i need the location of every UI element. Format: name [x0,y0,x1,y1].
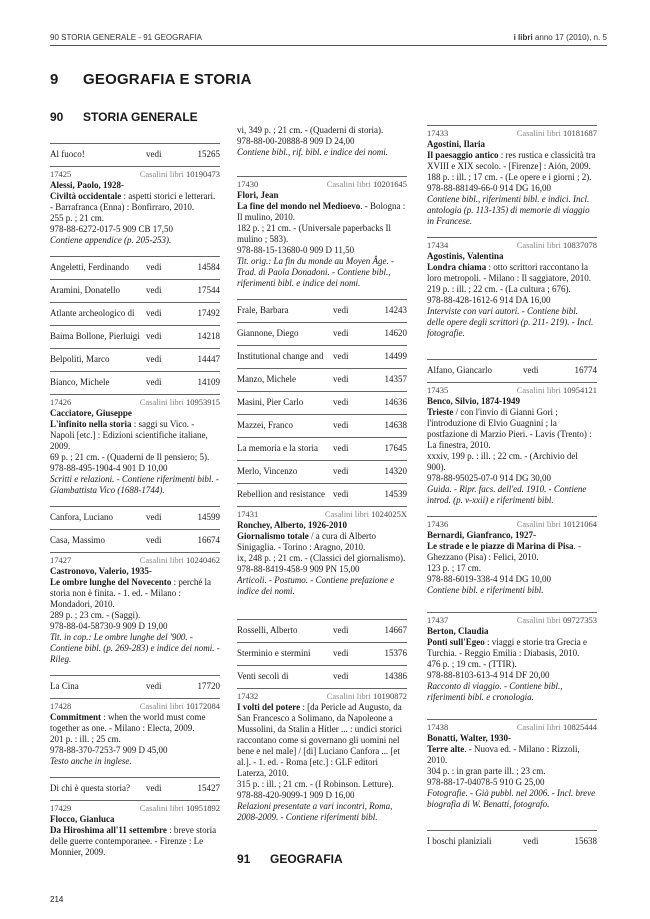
entry-author: Benco, Silvio, 1874-1949 [427,396,521,406]
xref-name: Manzo, Michele [237,374,296,384]
entry-ref [50,169,220,180]
entry-description [427,541,597,563]
xref-code: 14499 [384,351,407,361]
entry-author: Castronovo, Valerio, 1935- [50,566,152,576]
entry-17438 [427,719,597,830]
entry-publication: : perché la storia non è finita. - 1. ed. - Milano : Mondadori, 2010. [50,577,212,609]
entry-publication: : otto scrittori raccontano la loro metropoli. - Milano : Il saggiatore, 2010. [427,262,591,283]
entry-isbn: 978-88-15-13680-0 909 D 11,50 [237,245,355,255]
xref-vedi: vedi [333,489,349,499]
entry-ref [50,397,220,408]
entry-note: Interviste con vari autori. - Contiene bibl. delle opere degli scrittori (p. 211- 219). - Incl. fotografie. [427,306,594,338]
xref-row [237,391,407,414]
entry-physical: 289 p. ; 23 cm. - (Saggi). [50,610,141,620]
entry-17434 [427,237,597,359]
entry-note: Contiene appendice (p. 205-253). [50,235,172,245]
entry-id: 10172084 [186,701,220,711]
entry-publication: : breve storia delle guerre contemporanee. - Firenze : Le Monnier, 2009. [50,825,217,857]
entry-description [427,744,597,766]
xref-vedi: vedi [146,262,162,272]
xref-name: Di chi è questa storia? [50,783,130,793]
entry-catalog [517,722,597,733]
entry-source: Casalini libri [139,701,184,711]
xref-code: 14599 [197,512,220,522]
xref-code: 15265 [197,149,220,159]
entry-title: L'infinito nella storia [50,419,132,429]
xref-vedi: vedi [333,648,349,658]
entry-physical: xxxiv, 199 p. : ill. ; 22 cm. - (Archivio del 900). [427,451,578,472]
xref-row [50,777,220,800]
entry-isbn: 978-88-8103-613-4 914 DF 20,00 [427,670,550,680]
xref-row [237,345,407,368]
entry-isbn: 978-88-88149-66-0 914 DG 16,00 [427,183,551,193]
entry-author: Agostini, Ilaria [427,139,486,149]
entry-ref [237,179,407,190]
xref-name: Frale, Barbara [237,305,289,315]
entry-physical: 69 p. ; 21 cm. - (Quaderni de Il pensiero; 5). [50,452,210,462]
entry-publication: . - Nuova ed. - Milano : Rizzoli, 2010. [427,744,580,765]
entry-source: Casalini libri [516,385,561,395]
entry-physical: 304 p. : in gran parte ill. ; 23 cm. [427,766,546,776]
xref-vedi: vedi [146,535,162,545]
entry-source: Casalini libri [516,722,561,732]
xref-vedi: vedi [523,365,539,375]
entry-number: 17425 [50,169,72,179]
entry-number: 17430 [237,179,259,189]
section-91-number: 91 [237,852,251,866]
entry-description [427,262,597,284]
xref-vedi: vedi [333,466,349,476]
entry-catalog [517,385,597,396]
entry-17437 [427,612,597,719]
entry-number: 17438 [427,722,449,732]
xref-code: 17645 [384,443,407,453]
xref-name: Al fuoco! [50,149,85,159]
entry-ref [237,509,407,520]
entry-author: Agostinis, Valentina [427,251,504,261]
xref-vedi: vedi [146,331,162,341]
entry-isbn: 978-88-370-7253-7 909 D 45,00 [50,745,168,755]
entry-ref [427,615,597,626]
entry-source: Casalini libri [516,128,561,138]
xref-row [237,460,407,483]
section-91-title [237,852,343,866]
xref-row [50,302,220,325]
xref-code: 14447 [197,354,220,364]
entry-author: Ronchey, Alberto, 1926-2010 [237,520,347,530]
xref-code: 14243 [384,305,407,315]
entry-note: Articoli. - Postumo. - Contiene prefazione e indice dei nomi. [237,575,395,596]
entry-id: 10190473 [186,169,220,179]
xref-name: Institutional change and [237,351,324,361]
entry-description [427,150,597,172]
entry-title: La fine del mondo nel Medioevo [237,201,361,211]
entry-catalog [325,509,407,520]
entry-number: 17427 [50,555,72,565]
entry-physical: 476 p. ; 19 cm. - (TTIR). [427,659,517,669]
entry-catalog [140,803,220,814]
xref-vedi: vedi [333,351,349,361]
entry-title: Terre alte [427,744,465,754]
entry-number: 17434 [427,240,449,250]
entry-number: 17426 [50,397,72,407]
xref-name: La Cina [50,681,79,691]
entry-publication: . - Ghezzano (Pisa) : Felici, 2010. [427,541,581,562]
entry-number: 17436 [427,519,449,529]
entry-ref [427,519,597,530]
xref-code: 14636 [384,397,407,407]
xref-name: Alfano, Giancarlo [427,365,492,375]
entry-description [427,637,597,659]
entry-isbn: 978-88-6272-017-5 909 CB 17,50 [50,224,173,234]
xref-vedi: vedi [333,397,349,407]
journal-name: i libri [513,33,533,42]
xref-code: 14638 [384,420,407,430]
entry-17426 [50,394,220,506]
column-2 [237,125,407,833]
entry-source: Casalini libri [516,519,561,529]
xref-name: Baima Bollone, Pierluigi [50,331,140,341]
entry-physical: vi, 349 p. ; 21 cm. - (Quaderni di storia). [237,125,384,135]
entry-isbn: 978-88-04-58730-9 909 D 19,00 [50,621,168,631]
entry-publication: : saggi su Vico. - Napoli [etc.] : Edizioni scientifiche italiane, 2009. [50,419,208,451]
xref-name: Atlante archeologico di [50,308,135,318]
entry-note: Relazioni presentate a vari incontri, Roma, 2008-2009. - Contiene riferimenti bibl. [237,801,393,822]
entry-publication: / a cura di Alberto Sinigaglia. - Torino : Aragno, 2010. [237,531,376,552]
entry-author: Flori, Jean [237,190,279,200]
entry-physical: 219 p. : ill. ; 22 cm. - (La cultura ; 676). [427,284,571,294]
entry-description [427,407,597,451]
entry-description [50,419,220,452]
xref-code: 14539 [384,489,407,499]
entry-number: 17435 [427,385,449,395]
xref-vedi: vedi [146,783,162,793]
entry-17429 [50,800,220,858]
entry-catalog [140,169,220,180]
entry-description [237,702,407,779]
xref-row [237,483,407,506]
entry-publication: : viaggi e storie tra Grecia e Turchia. - Reggio Emilia : Diabasis, 2010. [427,637,587,658]
entry-physical: 188 p. : ill. ; 17 cm. - (Le opere e i giorni ; 2). [427,172,592,182]
xref-vedi: vedi [333,374,349,384]
entry-title: Le ombre lunghe del Novecento [50,577,172,587]
xref-name: Masini, Pier Carlo [237,397,304,407]
xref-row [427,830,597,853]
entry-17427 [50,552,220,675]
entry-physical: ix, 248 p. ; 21 cm. - (Classici del giornalismo). [237,553,406,563]
entry-publication: : when the world must come together as one. - Milano : Electa, 2009. [50,712,206,733]
xref-vedi: vedi [146,377,162,387]
entry-id: 10825444 [563,722,597,732]
entry-note: Guida. - Ripr. facs. dell'ed. 1910. - Contiene introd. (p. v-xxii) e riferimenti bibl. [427,484,587,505]
entry-continuation [237,125,407,176]
column-1 [50,143,220,858]
entry-isbn: 978-88-95025-07-0 914 DG 30,00 [427,473,551,483]
entry-title: Commitment [50,712,101,722]
entry-note: Tit. orig.: La fin du monde au Moyen Âge. - Trad. di Paola Donadoni. - Contiene bibl., riferimenti bibl. e indice dei nomi. [237,256,394,288]
entry-source: Casalini libri [139,803,184,813]
header-rule [50,45,607,46]
entry-title: Giornalismo totale [237,531,309,541]
xref-row [237,368,407,391]
entry-title: Londra chiama [427,262,487,272]
entry-id: 10121064 [563,519,597,529]
xref-vedi: vedi [146,354,162,364]
entry-author: Berton, Claudia [427,626,489,636]
entry-note: Testo anche in inglese. [50,756,132,766]
journal-issue: anno 17 (2010), n. 5 [532,33,607,42]
entry-author: Cacciatore, Giuseppe [50,408,132,418]
xref-name: Casa, Massimo [50,535,105,545]
xref-code: 17720 [197,681,220,691]
entry-catalog [517,615,597,626]
xref-vedi: vedi [333,328,349,338]
entry-17433 [427,125,597,237]
entry-catalog [517,128,597,139]
entry-description [50,712,220,734]
xref-row [50,348,220,371]
entry-physical: 123 p. ; 17 cm. [427,563,481,573]
entry-title: Le strade e le piazze di Marina di Pisa [427,541,574,551]
xref-name: Giannone, Diego [237,328,299,338]
entry-ref [427,240,597,251]
xref-vedi: vedi [333,443,349,453]
entry-number: 17431 [237,509,259,519]
xref-row [237,414,407,437]
xref-row [50,371,220,394]
xref-name: Canfora, Luciano [50,512,113,522]
xref-row [237,299,407,322]
xref-name: Rosselli, Alberto [237,625,298,635]
entry-publication: / con l'invio di Gianni Gori ; l'introduzione di Elvio Guagnini ; la postfazione di Marzio Pieri. - Lavis (Trento) : La finestra, 2010. [427,407,592,450]
entry-title: I volti del potere [237,702,301,712]
entry-description [50,191,220,213]
entry-note: Scritti e relazioni. - Contiene riferimenti bibl. - Giambattista Vico (1688-1744). [50,474,219,495]
entry-author: Flocco, Gianluca [50,814,115,824]
xref-vedi: vedi [146,308,162,318]
entry-catalog [327,691,407,702]
entry-17428 [50,698,220,777]
chapter-title [50,71,252,88]
entry-author: Bernardi, Gianfranco, 1927- [427,530,536,540]
entry-isbn: 978-88-420-9099-1 909 D 16,00 [237,790,355,800]
entry-id: 10240462 [186,555,220,565]
xref-row [237,322,407,345]
entry-description [237,531,407,553]
entry-title: Trieste [427,407,454,417]
xref-code: 14584 [197,262,220,272]
entry-source: Casalini libri [139,397,184,407]
xref-code: 17492 [197,308,220,318]
xref-name: Aramini, Donatello [50,285,120,295]
xref-vedi: vedi [333,420,349,430]
entry-note: Contiene bibl., riferimenti bibl. e indici. Incl. antologia (p. 113-135) di memorie di viaggio in Francese. [427,194,590,226]
xref-row [50,256,220,279]
entry-physical: 255 p. ; 21 cm. [50,213,104,223]
entry-catalog [140,555,220,566]
xref-name: Venti secoli di [237,671,289,681]
entry-id: 10954121 [563,385,597,395]
entry-note: Racconto di viaggio. - Contiene bibl., riferimenti bibl. e cronologia. [427,681,563,702]
entry-catalog [517,519,597,530]
xref-vedi: vedi [333,671,349,681]
xref-vedi: vedi [523,836,539,846]
chapter-name: GEOGRAFIA E STORIA [83,71,252,88]
xref-vedi: vedi [146,681,162,691]
xref-row [50,325,220,348]
entry-ref [50,701,220,712]
xref-name: Rebellion and resistance [237,489,325,499]
xref-vedi: vedi [333,305,349,315]
entry-description [50,825,220,858]
xref-name: Belpoliti, Marco [50,354,110,364]
entry-source: Casalini libri [139,555,184,565]
xref-vedi: vedi [333,625,349,635]
entry-id: 10837078 [563,240,597,250]
entry-physical: 201 p. : ill. ; 25 cm. [50,734,121,744]
entry-number: 17432 [237,691,259,701]
entry-title: Da Hiroshima all'11 settembre [50,825,167,835]
xref-row [427,359,597,382]
entry-id: 10181687 [563,128,597,138]
entry-isbn: 978-88-6019-338-4 914 DG 10,00 [427,574,551,584]
entry-id: 10201645 [373,179,407,189]
xref-name: Mazzei, Franco [237,420,293,430]
xref-code: 16774 [574,365,597,375]
entry-isbn: 978-88-00-20888-8 909 D 24,00 [237,136,355,146]
entry-number: 17428 [50,701,72,711]
entry-isbn: 978-88-17-04078-5 910 G 25,00 [427,777,545,787]
entry-source: Casalini libri [326,179,371,189]
entry-isbn: 978-88-495-1904-4 901 D 10,00 [50,463,168,473]
entry-author: Bonatti, Walter, 1930- [427,733,512,743]
entry-note: Contiene bibl., rif. bibl. e indice dei nomi. [237,147,388,157]
entry-catalog [140,397,220,408]
xref-code: 14620 [384,328,407,338]
entry-ref [427,128,597,139]
entry-source: Casalini libri [324,509,369,519]
entry-isbn: 978-88-8419-458-9 909 PN 15,00 [237,564,360,574]
entry-17425 [50,166,220,256]
entry-number: 17433 [427,128,449,138]
column-3 [427,125,597,853]
entry-number: 17429 [50,803,72,813]
entry-number: 17437 [427,615,449,625]
entry-physical: 315 p. : ill. ; 21 cm. - (I Robinson. Letture). [237,779,394,789]
entry-source: Casalini libri [516,240,561,250]
entry-id: 09727353 [563,615,597,625]
entry-catalog [140,701,220,712]
entry-description [50,577,220,610]
entry-description [237,201,407,223]
xref-vedi: vedi [146,149,162,159]
entry-source: Casalini libri [139,169,184,179]
xref-row [237,437,407,460]
entry-id: 10190872 [373,691,407,701]
running-header-right [514,33,607,42]
xref-code: 15376 [384,648,407,658]
entry-17431 [237,506,407,619]
xref-code: 14109 [197,377,220,387]
entry-ref [427,722,597,733]
section-90-name: STORIA GENERALE [83,110,198,124]
xref-row [50,675,220,698]
entry-publication: : [da Pericle ad Augusto, da San Francesco a Solimano, da Napoleone a Mussolini, da Stalin a Hitler ... : undici storici raccontano come si governano gli uomini nel bene e nel male] / [di] Luciano Canfora ... [et al.]. - 1. ed. - Roma [etc.] : GLF editori Laterza, 2010. [237,702,402,778]
xref-name: Sterminio e stermini [237,648,311,658]
entry-title: Civiltà occidentale [50,191,122,201]
entry-author: Alessi, Paolo, 1928- [50,180,124,190]
entry-17436 [427,516,597,612]
xref-row [237,619,407,642]
entry-17430 [237,176,407,299]
section-90-title [50,110,198,124]
xref-code: 14320 [384,466,407,476]
running-header-left: 90 STORIA GENERALE - 91 GEOGRAFIA [50,33,202,42]
xref-row [50,529,220,552]
entry-id: 1024025X [371,509,407,519]
entry-ref [237,691,407,702]
entry-17432 [237,688,407,833]
entry-title: Ponti sull'Egeo [427,637,485,647]
entry-note: Fotografie. - Già pubbl. nel 2006. - Incl. breve biografia di W. Benatti, fotografo. [427,788,596,809]
entry-source: Casalini libri [516,615,561,625]
xref-name: Angeletti, Ferdinando [50,262,129,272]
entry-id: 10953915 [186,397,220,407]
chapter-number: 9 [50,71,59,88]
xref-row [237,642,407,665]
xref-code: 15427 [197,783,220,793]
entry-catalog [327,179,407,190]
xref-row [50,279,220,302]
xref-name: I boschi planiziali [427,836,492,846]
entry-isbn: 978-88-428-1612-6 914 DA 16,00 [427,295,551,305]
xref-name: Merlo, Vincenzo [237,466,298,476]
entry-note: Contiene bibl. e riferimenti bibl. [427,585,544,595]
section-91-name: GEOGRAFIA [270,852,343,866]
entry-ref [427,385,597,396]
xref-code: 14386 [384,671,407,681]
xref-code: 14357 [384,374,407,384]
entry-physical: 182 p. ; 21 cm. - (Universale paperbacks Il mulino ; 583). [237,223,391,244]
xref-vedi: vedi [146,512,162,522]
entry-publication: . - Bologna : Il mulino, 2010. [237,201,406,222]
entry-17435 [427,382,597,516]
xref-code: 16674 [197,535,220,545]
xref-row [50,143,220,166]
entry-title: Il paesaggio antico [427,150,499,160]
xref-code: 17544 [197,285,220,295]
entry-ref [50,555,220,566]
section-90-number: 90 [50,110,64,124]
entry-note: Tit. in cop.: Le ombre lunghe del '900. - Contiene bibl. (p. 269-283) e indice dei nomi. - Rileg. [50,632,220,664]
entry-catalog [517,240,597,251]
entry-publication: : aspetti storici e letterari. - Barrafranca (Enna) : Bonfirraro, 2010. [50,191,216,212]
entry-publication: : res rustica e classicità tra XVIII e XIX secolo. - [Firenze] : Aión, 2009. [427,150,596,171]
xref-row [237,665,407,688]
entry-source: Casalini libri [326,691,371,701]
xref-vedi: vedi [146,285,162,295]
xref-name: Bianco, Michele [50,377,110,387]
xref-code: 15638 [574,836,597,846]
page-number: 214 [50,895,64,904]
xref-code: 14667 [384,625,407,635]
entry-id: 10951892 [186,803,220,813]
xref-code: 14218 [197,331,220,341]
xref-name: La memoria e la storia [237,443,318,453]
xref-row [50,506,220,529]
entry-ref [50,803,220,814]
